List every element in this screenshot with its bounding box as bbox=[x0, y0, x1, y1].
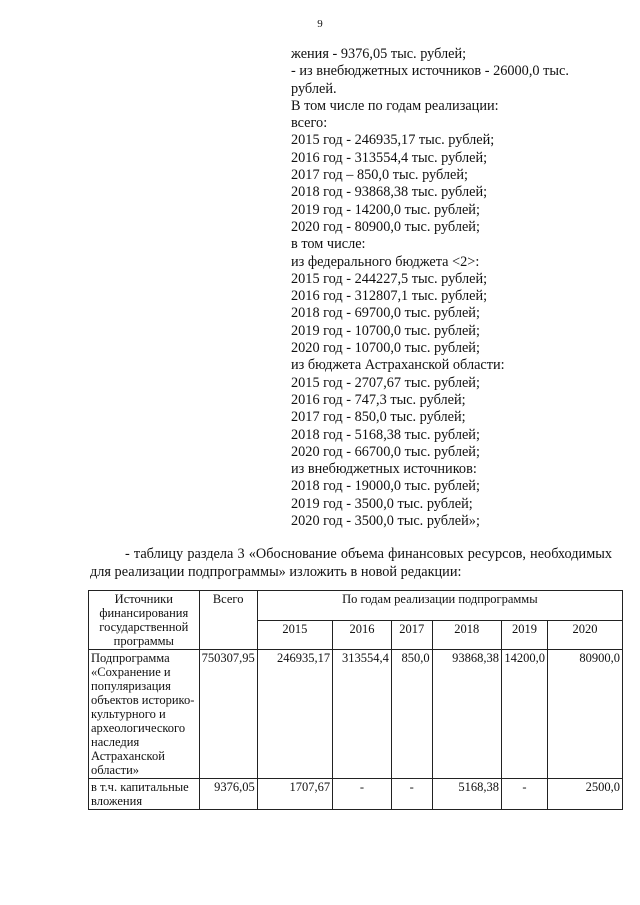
text-line: 2019 год - 10700,0 тыс. рублей; bbox=[291, 322, 480, 339]
row-value: - bbox=[501, 779, 547, 810]
row-value: 93868,38 bbox=[432, 650, 501, 779]
row-value: 5168,38 bbox=[432, 779, 501, 810]
header-by-years: По годам реализации подпрограммы bbox=[257, 591, 622, 621]
text-line: 2019 год - 14200,0 тыс. рублей; bbox=[291, 201, 480, 218]
row-value: 2500,0 bbox=[547, 779, 622, 810]
row-value: - bbox=[333, 779, 392, 810]
header-year: 2018 bbox=[432, 620, 501, 650]
row-label: в т.ч. капитальные вложения bbox=[89, 779, 200, 810]
text-line: из федерального бюджета <2>: bbox=[291, 253, 480, 270]
text-line: 2018 год - 19000,0 тыс. рублей; bbox=[291, 478, 480, 495]
text-line: 2017 год - 850,0 тыс. рублей; bbox=[291, 409, 466, 426]
text-line: 2017 год – 850,0 тыс. рублей; bbox=[291, 167, 469, 184]
text-line: 2015 год - 2707,67 тыс. рублей; bbox=[291, 374, 480, 391]
row-value: 313554,4 bbox=[333, 650, 392, 779]
text-line: В том числе по годам реализации: bbox=[291, 97, 499, 114]
text-line: из бюджета Астраханской области: bbox=[291, 357, 505, 374]
text-line: в том числе: bbox=[291, 236, 366, 253]
header-year: 2017 bbox=[391, 620, 432, 650]
page-number: 9 bbox=[317, 18, 323, 30]
text-line: 2020 год - 10700,0 тыс. рублей; bbox=[291, 340, 480, 357]
text-line: всего: bbox=[291, 115, 328, 132]
text-line: 2020 год - 66700,0 тыс. рублей; bbox=[291, 443, 480, 460]
row-value: 1707,67 bbox=[257, 779, 332, 810]
text-line: - из внебюджетных источников - 26000,0 тыс. bbox=[291, 63, 569, 80]
text-line: 2016 год - 747,3 тыс. рублей; bbox=[291, 391, 466, 408]
text-line: 2018 год - 5168,38 тыс. рублей; bbox=[291, 426, 480, 443]
header-source: Источники финансирования государственной программы bbox=[89, 591, 200, 650]
row-label: Подпрограмма «Сохранение и популяризация объектов историко-культурного и археологического наследия Астраханской области» bbox=[89, 650, 200, 779]
text-line: 2019 год - 3500,0 тыс. рублей; bbox=[291, 495, 473, 512]
text-line: из внебюджетных источников: bbox=[291, 461, 477, 478]
row-value: 80900,0 bbox=[547, 650, 622, 779]
text-line: 2018 год - 69700,0 тыс. рублей; bbox=[291, 305, 480, 322]
text-line: 2016 год - 312807,1 тыс. рублей; bbox=[291, 288, 488, 305]
text-line: рублей. bbox=[291, 80, 337, 97]
financing-table bbox=[88, 590, 623, 810]
row-total: 9376,05 bbox=[199, 779, 257, 810]
text-line: 2020 год - 80900,0 тыс. рублей; bbox=[291, 218, 480, 235]
table-row bbox=[89, 779, 623, 810]
funding-text-column bbox=[291, 46, 621, 530]
row-value: - bbox=[391, 779, 432, 810]
text-line: жения - 9376,05 тыс. рублей; bbox=[291, 46, 467, 62]
header-year: 2016 bbox=[333, 620, 392, 650]
row-value: 14200,0 bbox=[501, 650, 547, 779]
table-header-row bbox=[89, 591, 623, 621]
header-year: 2019 bbox=[501, 620, 547, 650]
row-total: 750307,95 bbox=[199, 650, 257, 779]
table-row bbox=[89, 650, 623, 779]
row-value: 246935,17 bbox=[257, 650, 332, 779]
text-line: 2016 год - 313554,4 тыс. рублей; bbox=[291, 149, 488, 166]
text-line: 2018 год - 93868,38 тыс. рублей; bbox=[291, 184, 488, 201]
text-line: 2020 год - 3500,0 тыс. рублей»; bbox=[291, 513, 480, 530]
amendment-text: - таблицу раздела 3 «Обоснование объема финансовых ресурсов, необходимых для реализации подпрограммы» изложить в новой редакции: bbox=[90, 546, 612, 580]
header-total: Всего bbox=[199, 591, 257, 650]
header-year: 2020 bbox=[547, 620, 622, 650]
text-line: 2015 год - 244227,5 тыс. рублей; bbox=[291, 270, 488, 287]
text-line: 2015 год - 246935,17 тыс. рублей; bbox=[291, 132, 495, 149]
amendment-paragraph bbox=[90, 545, 612, 581]
header-year: 2015 bbox=[257, 620, 332, 650]
row-value: 850,0 bbox=[391, 650, 432, 779]
